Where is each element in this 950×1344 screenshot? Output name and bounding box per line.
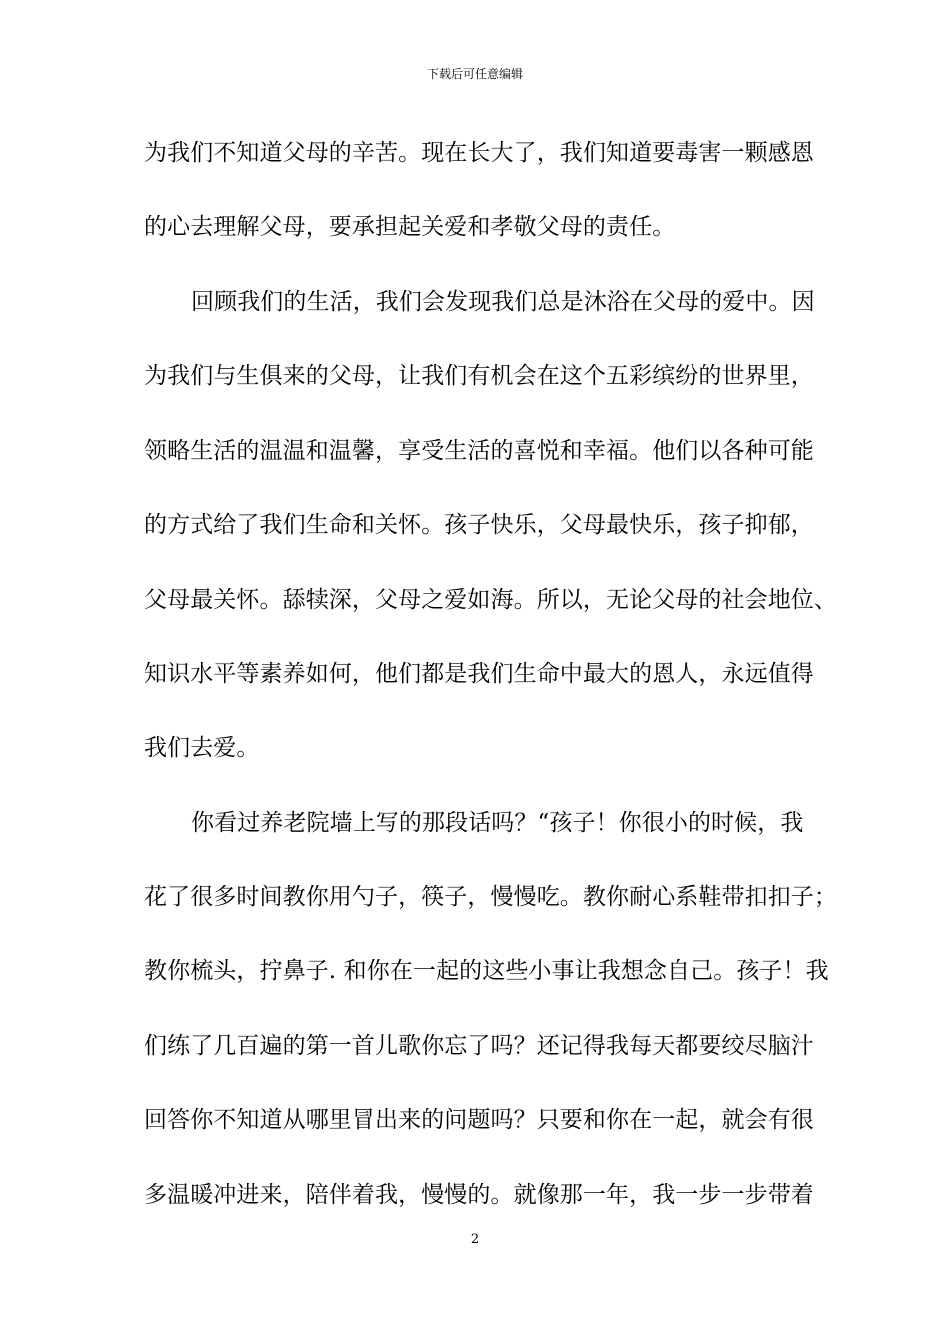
text-line: 回答你不知道从哪里冒出来的问题吗？只要和你在一起，就会有很: [144, 1107, 814, 1133]
text-line: 知识水平等素养如何，他们都是我们生命中最大的恩人，永远值得: [144, 661, 814, 687]
text-line: 我们去爱。: [144, 735, 260, 761]
page-number: 2: [470, 1232, 480, 1247]
text-line: 的方式给了我们生命和关怀。孩子快乐，父母最快乐，孩子抑郁，: [144, 512, 814, 538]
text-line: 多温暖冲进来，陪伴着我，慢慢的。就像那一年，我一步一步带着: [144, 1182, 814, 1208]
text-line: 领略生活的温温和温馨，享受生活的喜悦和幸福。他们以各种可能: [144, 438, 814, 464]
text-line: 的心去理解父母，要承担起关爱和孝敬父母的责任。: [144, 214, 676, 240]
text-line: 为我们不知道父母的辛苦。现在长大了，我们知道要毒害一颗感恩: [144, 140, 814, 166]
text-line: 们练了几百遍的第一首儿歌你忘了吗？还记得我每天都要绞尽脑汁: [144, 1033, 814, 1059]
text-line: 为我们与生俱来的父母，让我们有机会在这个五彩缤纷的世界里，: [144, 363, 814, 389]
page-header: 下载后可任意编辑: [426, 67, 523, 81]
text-line: 花了很多时间教你用勺子，筷子，慢慢吃。教你耐心系鞋带扣扣子；: [144, 884, 837, 910]
text-line: 你看过养老院墙上写的那段话吗？“孩子！你很小的时候，我: [191, 810, 804, 836]
text-line: 回顾我们的生活，我们会发现我们总是沐浴在父母的爱中。因: [191, 289, 815, 315]
text-line: 教你梳头，拧鼻子. 和你在一起的这些小事让我想念自己。孩子！我: [144, 958, 829, 984]
text-line: 父母最关怀。舔犊深，父母之爱如海。所以，无论父母的社会地位、: [144, 587, 837, 613]
